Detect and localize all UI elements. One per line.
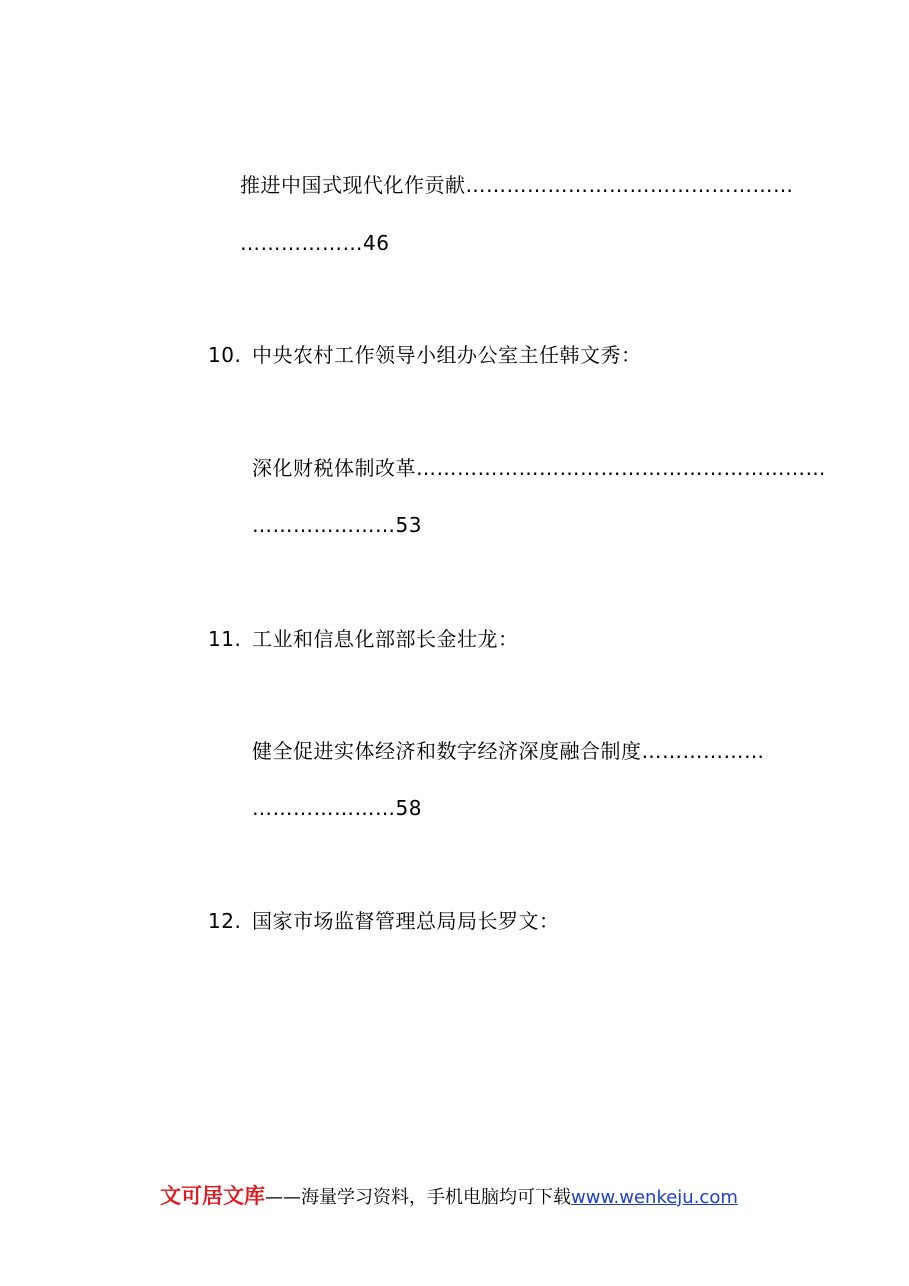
toc-entry-page-line: …………………53 (252, 513, 422, 537)
toc-entry-title-line: 深化财税体制改革…………………………………………………… (252, 456, 826, 480)
toc-entry-title-line: 推进中国式现代化作贡献………………………………………… (240, 173, 794, 197)
toc-heading-text: 中央农村工作领导小组办公室主任韩文秀： (252, 343, 642, 367)
toc-heading (208, 626, 519, 652)
toc-entry-title-line: 健全促进实体经济和数字经济深度融合制度……………… (252, 739, 765, 763)
footer-site-link[interactable]: www.wenkeju.com (571, 1187, 738, 1208)
toc-heading-text: 工业和信息化部部长金壮龙： (252, 627, 519, 651)
toc-heading-number: 11. (208, 627, 242, 651)
toc-heading-text: 国家市场监督管理总局局长罗文： (252, 909, 560, 933)
toc-heading (208, 342, 642, 368)
toc-entry-page-line: …………………58 (252, 796, 422, 820)
footer-banner (160, 1184, 738, 1210)
toc-heading-number: 10. (208, 343, 242, 367)
footer-brand: 文可居文库 (160, 1184, 265, 1208)
toc-entry-page-line: ………………46 (240, 231, 390, 255)
footer-slogan: ——海量学习资料，手机电脑均可下载 (265, 1187, 571, 1208)
toc-heading-number: 12. (208, 909, 242, 933)
toc-heading (208, 908, 560, 934)
